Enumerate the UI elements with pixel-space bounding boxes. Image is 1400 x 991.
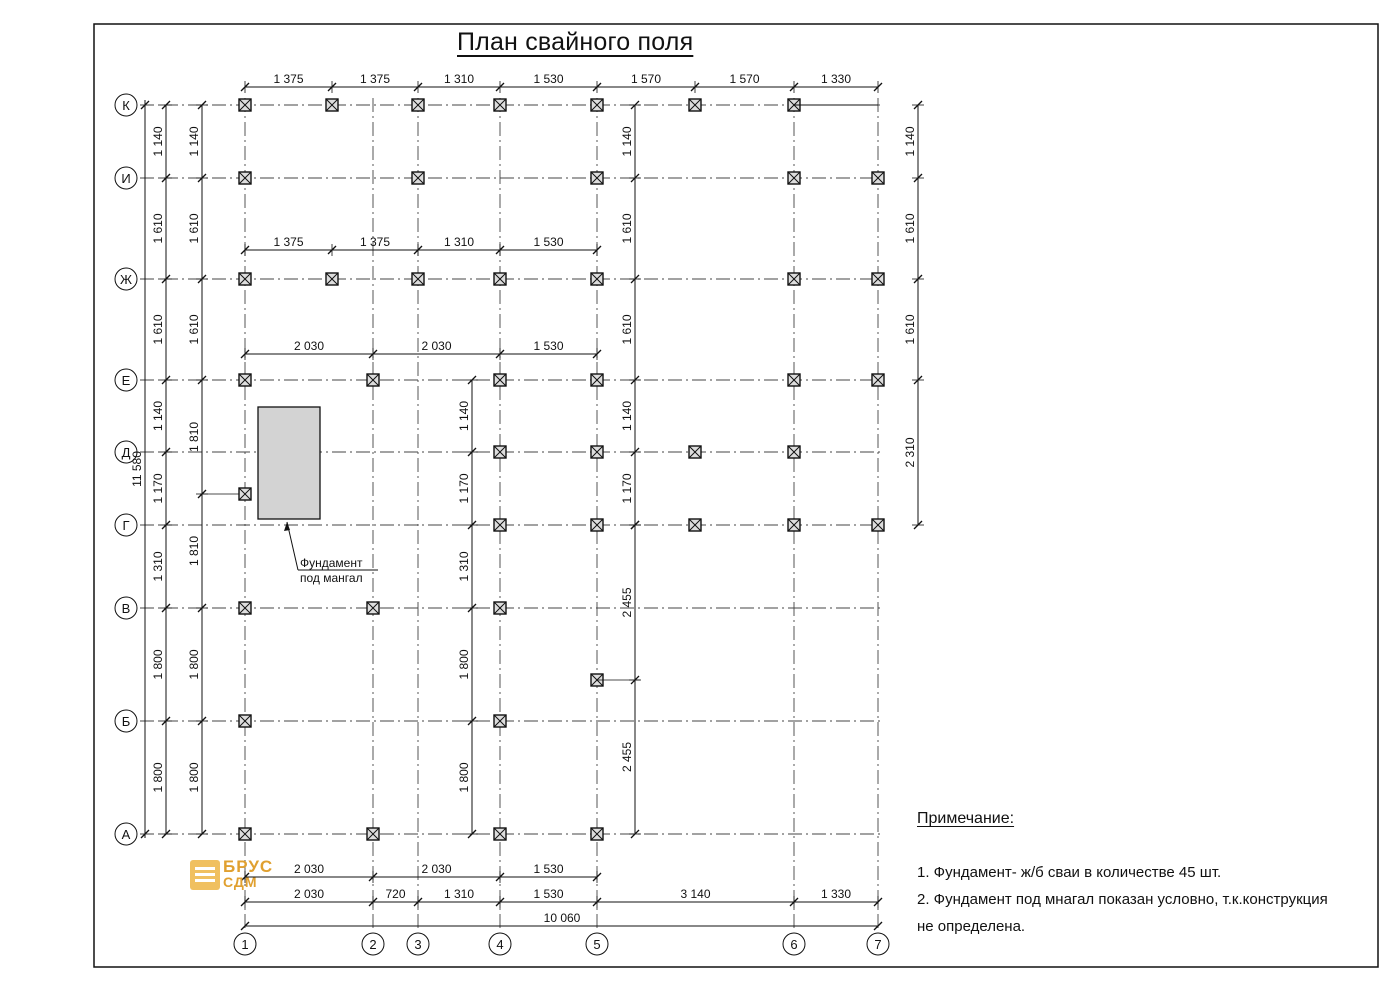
pile-marker <box>326 99 338 111</box>
pile-marker <box>412 99 424 111</box>
dim-col5-upper-label: 1 610 <box>620 314 634 345</box>
dim-left-inner-label: 1 610 <box>187 314 201 345</box>
dim-bottom2-label: 3 140 <box>680 887 711 901</box>
pile-marker <box>591 519 603 531</box>
pile-marker <box>591 99 603 111</box>
pile-marker <box>494 273 506 285</box>
row-axis-label: Б <box>121 714 131 729</box>
row-axis-label: Д <box>121 445 131 460</box>
dim-left-outer-label: 1 800 <box>151 762 165 793</box>
dim-right-label: 1 610 <box>903 213 917 244</box>
dim-bottom2-label: 1 330 <box>820 887 852 901</box>
dim-e-label: 2 030 <box>293 339 325 353</box>
pile-marker <box>689 446 701 458</box>
dim-col5-upper-label: 1 170 <box>620 473 634 504</box>
dim-bottom1-label: 2 030 <box>421 862 452 876</box>
dim-col4-label: 1 800 <box>457 762 471 793</box>
dim-col4-label: 1 800 <box>457 649 471 680</box>
dim-right-label: 2 310 <box>903 437 917 468</box>
dim-top-label: 1 375 <box>359 72 391 86</box>
dim-col5-lower-label: 2 455 <box>620 741 634 773</box>
pile-marker <box>239 715 251 727</box>
pile-marker <box>239 828 251 840</box>
note-3: не определена. <box>917 918 1026 935</box>
mangal-leader-arrow <box>284 522 290 531</box>
pile-marker <box>788 273 800 285</box>
dim-left-inner-label: 1 610 <box>187 213 201 244</box>
dim-left-inner-label: 1 810 <box>187 535 201 567</box>
col-axis-label: 5 <box>593 937 601 952</box>
pile-marker <box>788 446 800 458</box>
drawing-title: План свайного поля <box>457 28 694 56</box>
dim-bottom1-label: 2 030 <box>293 862 325 876</box>
mangal-label-1: Фундамент <box>300 556 363 570</box>
dim-e-label: 1 530 <box>533 339 564 353</box>
pile-marker <box>591 828 603 840</box>
pile-marker <box>872 519 884 531</box>
pile-marker <box>788 374 800 386</box>
row-axis-label: Ж <box>119 272 133 287</box>
pile-marker <box>872 273 884 285</box>
pile-marker <box>367 602 379 614</box>
dim-zh-label: 1 310 <box>443 235 475 249</box>
pile-marker <box>239 374 251 386</box>
col-axis-label: 7 <box>874 937 882 952</box>
dim-bottom2-label: 720 <box>385 887 406 901</box>
pile-marker <box>872 172 884 184</box>
pile-marker <box>591 172 603 184</box>
dim-bottom1-label: 1 530 <box>533 862 564 876</box>
dim-bottom2-label: 1 530 <box>533 887 564 901</box>
pile-marker <box>494 602 506 614</box>
pile-marker <box>689 99 701 111</box>
pile-marker <box>367 374 379 386</box>
pile-marker <box>494 99 506 111</box>
pile-marker <box>591 273 603 285</box>
dim-left-outer-label: 1 140 <box>151 126 165 157</box>
pile-marker <box>239 273 251 285</box>
dim-col5-upper-label: 1 140 <box>620 400 634 432</box>
col-axis-label: 1 <box>241 937 249 952</box>
dim-top-label: 1 530 <box>533 72 564 86</box>
pile-marker <box>239 99 251 111</box>
dim-left-inner-label: 1 810 <box>187 421 201 453</box>
dim-left-outer-label: 1 610 <box>151 213 165 244</box>
dim-right-label: 1 140 <box>903 126 917 157</box>
note-1: 1. Фундамент- ж/б сваи в количестве 45 шт. <box>917 864 1222 881</box>
dim-top-label: 1 310 <box>443 72 475 86</box>
dim-left-outer-label: 1 170 <box>151 473 165 504</box>
dim-total-label: 10 060 <box>543 911 581 925</box>
pile-marker <box>689 519 701 531</box>
dim-zh-label: 1 375 <box>359 235 391 249</box>
dim-top-label: 1 375 <box>273 72 304 86</box>
pile-marker <box>788 172 800 184</box>
pile-marker <box>494 715 506 727</box>
row-axis-label: В <box>121 601 131 616</box>
dim-top-label: 1 570 <box>729 72 760 86</box>
dim-left-inner-label: 1 140 <box>187 126 201 157</box>
row-axis-label: Г <box>122 518 130 533</box>
dim-zh-label: 1 530 <box>533 235 564 249</box>
dim-left-total-label: 11 580 <box>130 451 144 487</box>
dim-bottom2-label: 1 310 <box>443 887 475 901</box>
dim-col4-label: 1 170 <box>457 473 471 504</box>
pile-marker <box>412 273 424 285</box>
pile-marker <box>494 374 506 386</box>
col-axis-label: 3 <box>414 937 422 952</box>
pile-marker <box>591 446 603 458</box>
col-axis-label: 4 <box>496 937 504 952</box>
row-axis-label: Е <box>121 373 131 388</box>
mangal-label-2: под мангал <box>300 571 363 585</box>
dim-left-inner-label: 1 800 <box>187 762 201 793</box>
dim-left-outer-label: 1 310 <box>151 551 165 582</box>
row-axis-label: К <box>122 98 130 113</box>
col-axis-label: 2 <box>369 937 377 952</box>
pile-marker <box>591 374 603 386</box>
pile-marker <box>494 446 506 458</box>
dim-left-outer-label: 1 800 <box>151 649 165 680</box>
dim-left-outer-label: 1 610 <box>151 314 165 345</box>
row-axis-label: И <box>121 171 131 186</box>
pile-marker <box>872 374 884 386</box>
row-axis-label: А <box>121 827 131 842</box>
logo-text-top: БРУС <box>223 857 274 876</box>
pile-marker <box>326 273 338 285</box>
pile-marker <box>239 488 251 500</box>
dim-bottom2-label: 2 030 <box>293 887 325 901</box>
pile-marker <box>239 172 251 184</box>
pile-marker <box>494 519 506 531</box>
pile-marker <box>788 519 800 531</box>
dim-left-outer-label: 1 140 <box>151 400 165 432</box>
dim-col4-label: 1 310 <box>457 551 471 582</box>
dim-col5-lower-label: 2 455 <box>620 587 634 618</box>
dim-top-label: 1 570 <box>630 72 662 86</box>
company-logo <box>190 858 282 892</box>
mangal-foundation <box>258 407 320 519</box>
dim-right-label: 1 610 <box>903 314 917 345</box>
col-axis-label: 6 <box>790 937 798 952</box>
logo-badge-icon <box>190 860 220 890</box>
logo-text-bottom: СДМ <box>223 874 258 890</box>
dim-col5-upper-label: 1 140 <box>620 126 634 157</box>
pile-marker <box>239 602 251 614</box>
notes-heading: Примечание: <box>917 810 1015 827</box>
pile-marker <box>412 172 424 184</box>
dim-left-inner-label: 1 800 <box>187 649 201 680</box>
dim-zh-label: 1 375 <box>273 235 304 249</box>
pile-marker <box>367 828 379 840</box>
dim-top-label: 1 330 <box>820 72 852 86</box>
dim-e-label: 2 030 <box>421 339 452 353</box>
dim-col5-upper-label: 1 610 <box>620 213 634 244</box>
note-2: 2. Фундамент под мнагал показан условно, т.к.конструкция <box>917 891 1328 908</box>
dim-col4-label: 1 140 <box>457 400 471 432</box>
pile-marker <box>494 828 506 840</box>
